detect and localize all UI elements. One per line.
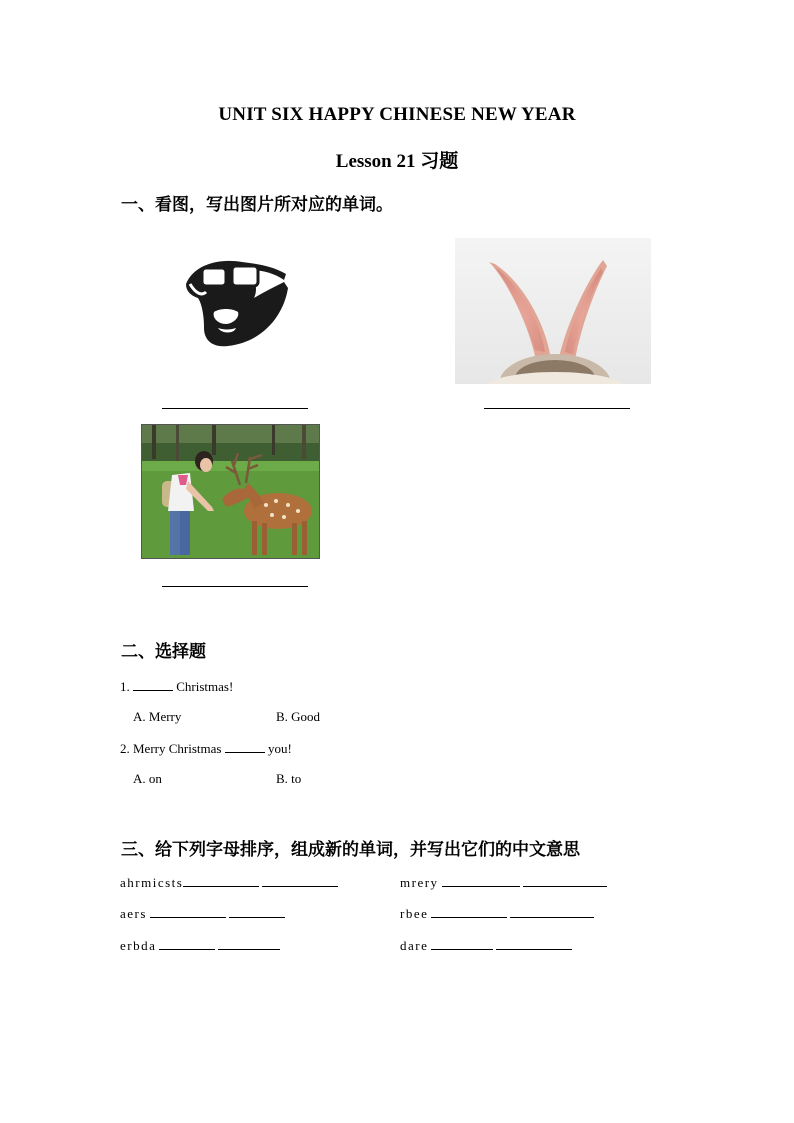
word-blank[interactable] — [431, 937, 493, 950]
scramble-letters: mrery — [400, 875, 439, 890]
unit-title: UNIT SIX HAPPY CHINESE NEW YEAR — [218, 104, 576, 125]
word-blank[interactable] — [150, 905, 226, 918]
scramble-item-5 — [120, 937, 280, 954]
section1-heading: 一、看图，写出图片所对应的单词。 — [121, 195, 393, 215]
scramble-item-4 — [400, 905, 594, 922]
meaning-blank[interactable] — [229, 905, 285, 918]
meaning-blank[interactable] — [218, 937, 280, 950]
answer-line-2[interactable] — [484, 408, 630, 409]
meaning-blank[interactable] — [262, 874, 338, 887]
scramble-item-3 — [120, 905, 285, 922]
lesson-title: Lesson 21 习题 — [335, 151, 459, 172]
question-2-text: 2. Merry Christmas — [120, 741, 222, 756]
word-blank[interactable] — [431, 905, 507, 918]
scramble-letters: rbee — [400, 906, 429, 921]
answer-line-1[interactable] — [162, 408, 308, 409]
question-1-option-b[interactable]: B. Good — [276, 709, 321, 724]
question-2 — [120, 740, 292, 757]
question-1 — [120, 678, 233, 695]
beard-glasses-image — [180, 254, 292, 350]
girl-deer-image — [141, 424, 320, 559]
scramble-letters: aers — [120, 906, 147, 921]
question-1-blank[interactable] — [133, 678, 173, 691]
question-2-option-b[interactable]: B. to — [276, 771, 302, 786]
question-1-text: Christmas! — [176, 679, 234, 694]
scramble-letters: erbda — [120, 938, 157, 953]
scramble-item-2 — [400, 874, 607, 891]
scramble-letters: dare — [400, 938, 429, 953]
answer-line-3[interactable] — [162, 586, 308, 587]
question-1-option-a[interactable]: A. Merry — [133, 709, 182, 724]
rabbit-ears-image — [455, 238, 651, 384]
question-2-blank[interactable] — [225, 740, 265, 753]
question-2-suffix: you! — [267, 741, 292, 756]
scramble-item-6 — [400, 937, 572, 954]
question-1-number: 1. — [120, 679, 130, 694]
section3-heading: 三、给下列字母排序，组成新的单词，并写出它们的中文意思 — [121, 840, 580, 860]
word-blank[interactable] — [183, 874, 259, 887]
scramble-item-1 — [120, 874, 338, 891]
scramble-letters: ahrmicsts — [120, 875, 184, 890]
meaning-blank[interactable] — [523, 874, 607, 887]
word-blank[interactable] — [442, 874, 520, 887]
question-2-option-a[interactable]: A. on — [133, 771, 162, 786]
section2-heading: 二、选择题 — [121, 642, 206, 662]
meaning-blank[interactable] — [496, 937, 572, 950]
meaning-blank[interactable] — [510, 905, 594, 918]
word-blank[interactable] — [159, 937, 215, 950]
